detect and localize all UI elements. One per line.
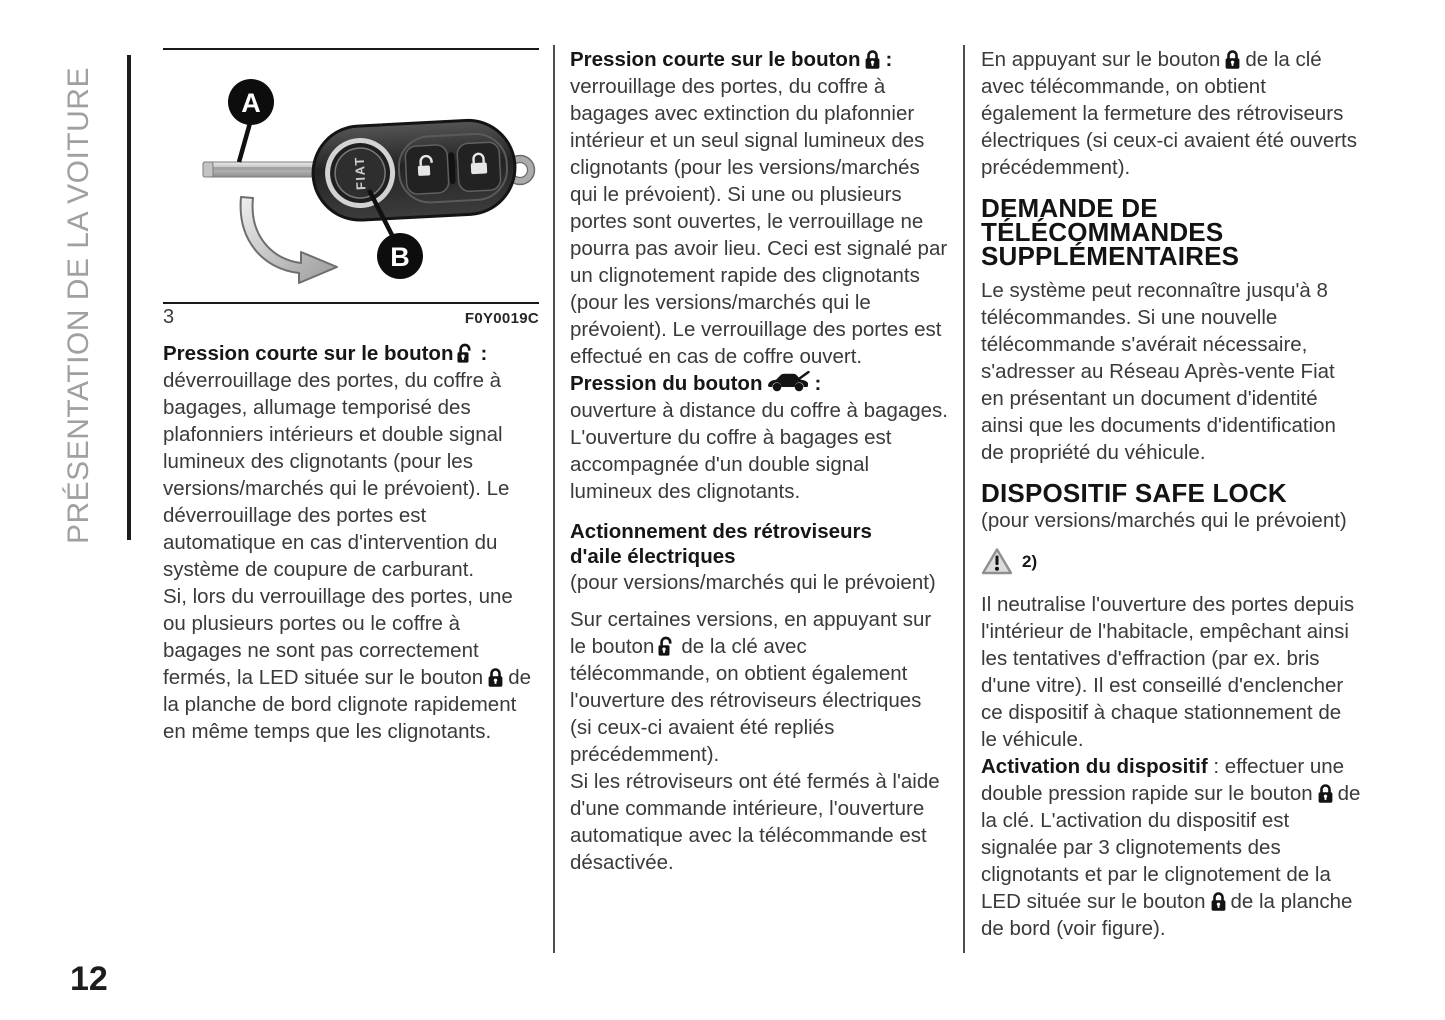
lock-button-icon — [1317, 783, 1334, 804]
callout-a — [228, 79, 274, 162]
col2-heading1: Pression courte sur le bouton — [570, 48, 861, 71]
warning-triangle-icon — [981, 547, 1013, 576]
section-heading-safe-lock: DISPOSITIF SAFE LOCK — [981, 478, 1287, 508]
col3-body4-a: : effectuer une double pression rapide sur le bouton — [981, 755, 1345, 805]
col2-paragraph-lock — [570, 46, 948, 505]
col3-activation-label: Activation du dispositif — [981, 755, 1208, 778]
col2-body3-post: de la clé avec télécommande, on obtient également l'ouverture des rétroviseurs électriques (si ceux-ci avaient été repliés précédemment). — [570, 635, 922, 766]
col2-heading2-colon: : — [814, 372, 822, 395]
col2-subheading-line1: Actionnement des rétroviseurs — [570, 520, 872, 543]
key-fob-body — [311, 118, 518, 222]
unlock-button-icon — [457, 343, 476, 364]
col2-body3-pre: Sur certaines versions, en appuyant sur le bouton — [570, 608, 932, 658]
section-heading-demande: DEMANDE DE TÉLÉCOMMANDES SUPPLÉMENTAIRES — [981, 193, 1240, 271]
key-fob-figure — [163, 48, 539, 304]
col3-paragraph-close-mirrors — [981, 46, 1361, 181]
lock-button-icon — [864, 49, 881, 70]
col3-body1-pre: En appuyant sur le bouton — [981, 48, 1221, 71]
col2-subheading-note: (pour versions/marchés qui le prévoient) — [570, 571, 936, 594]
lock-button-icon — [1224, 49, 1241, 70]
fiat-logo-text: FIAT — [351, 155, 369, 191]
figure-caption — [163, 306, 539, 329]
lock-button-icon — [1210, 891, 1227, 912]
col2-heading1-colon: : — [885, 48, 893, 71]
trunk-release-icon — [766, 371, 810, 393]
col1-heading-colon: : — [480, 342, 488, 365]
lock-button-icon — [487, 667, 504, 688]
warning-ref-number: 2) — [1022, 552, 1038, 571]
col2-subheading — [570, 519, 948, 569]
col2-heading2: Pression du bouton — [570, 372, 763, 395]
col1-paragraph — [163, 340, 541, 745]
unlock-button-icon — [658, 636, 677, 657]
col2-body1: verrouillage des portes, du coffre à bagages avec extinction du plafonnier intérieur et un seul signal lumineux des clignotants (pour les versions/marchés qui le prévoient). Si une ou plusieurs portes sont ouvertes, le verrouillage ne pourra pas avoir lieu. Ceci est signalé par un clignotement rapide des clignotants (pour les versions/marchés qui le prévoient). Le verrouillage des portes est effectué en cas de coffre ouvert. — [570, 75, 948, 368]
column-divider — [553, 45, 555, 953]
col1-body2-pre: Si, lors du verrouillage des portes, une ou plusieurs portes ou le coffre à bagages ne sont pas correctement fermés, la LED située sur le bouton — [163, 585, 513, 689]
col3-body3: Il neutralise l'ouverture des portes depuis l'intérieur de l'habitacle, empêchant ainsi les tentatives d'effraction (par ex. bris d'une vitre). Il est conseillé d'enclencher ce dispositif à chaque stationnement de le véhicule. — [981, 593, 1355, 751]
figure-number: 3 — [163, 306, 175, 328]
col2-body2: ouverture à distance du coffre à bagages. L'ouverture du coffre à bagages est accompagnée d'un double signal lumineux des clignotants. — [570, 399, 948, 503]
col2-body4: Si les rétroviseurs ont été fermés à l'aide d'une commande intérieure, l'ouverture automatique avec la télécommande est désactivée. — [570, 770, 940, 874]
callout-b-label: B — [390, 242, 410, 272]
col3-body4-b: de la clé. L'activation du dispositif est signalée par 3 clignotements des clignotants et par le clignotement de la LED située sur le bouton — [981, 782, 1361, 913]
col3-paragraph-8-remotes: Le système peut reconnaître jusqu'à 8 télécommandes. Si une nouvelle télécommande s'avérait nécessaire, s'adresser au Réseau Après-vente Fiat en présentant un document d'identité ainsi que les documents d'identification de propriété du véhicule. — [981, 279, 1336, 464]
chapter-title-vertical: PRÉSENTATION DE LA VOITURE — [62, 67, 95, 544]
column-1 — [163, 340, 541, 745]
column-divider — [963, 45, 965, 953]
col1-body1: déverrouillage des portes, du coffre à bagages, allumage temporisé des plafonniers intérieurs et double signal lumineux des clignotants (pour les versions/marchés qui le prévoient). Le déverrouillage des portes est automatique en cas d'intervention du système de coupure de carburant. — [163, 369, 510, 581]
flip-arrow — [241, 197, 337, 283]
col3-paragraph-safe-lock — [981, 591, 1361, 942]
chapter-rule — [127, 55, 131, 540]
column-3 — [981, 46, 1361, 942]
col1-body2-post: de la planche de bord clignote rapidement en même temps que les clignotants. — [163, 666, 532, 743]
col1-heading: Pression courte sur le bouton — [163, 342, 454, 365]
col3-body4-c: de la planche de bord (voir figure). — [981, 890, 1353, 940]
callout-a-label: A — [241, 88, 261, 118]
col2-paragraph-mirrors — [570, 606, 948, 876]
figure-code: F0Y0019C — [464, 310, 539, 327]
column-2 — [570, 46, 948, 876]
page-number: 12 — [70, 960, 108, 998]
col2-subheading-line2: d'aile électriques — [570, 545, 736, 568]
col3-heading2-note: (pour versions/marchés qui le prévoient) — [981, 509, 1347, 532]
warning-reference — [981, 547, 1361, 576]
col3-body1-post: de la clé avec télécommande, on obtient également la fermeture des rétroviseurs électriques (si ceux-ci avaient été ouverts précédemment). — [981, 48, 1358, 179]
key-fob-illustration — [163, 50, 539, 302]
